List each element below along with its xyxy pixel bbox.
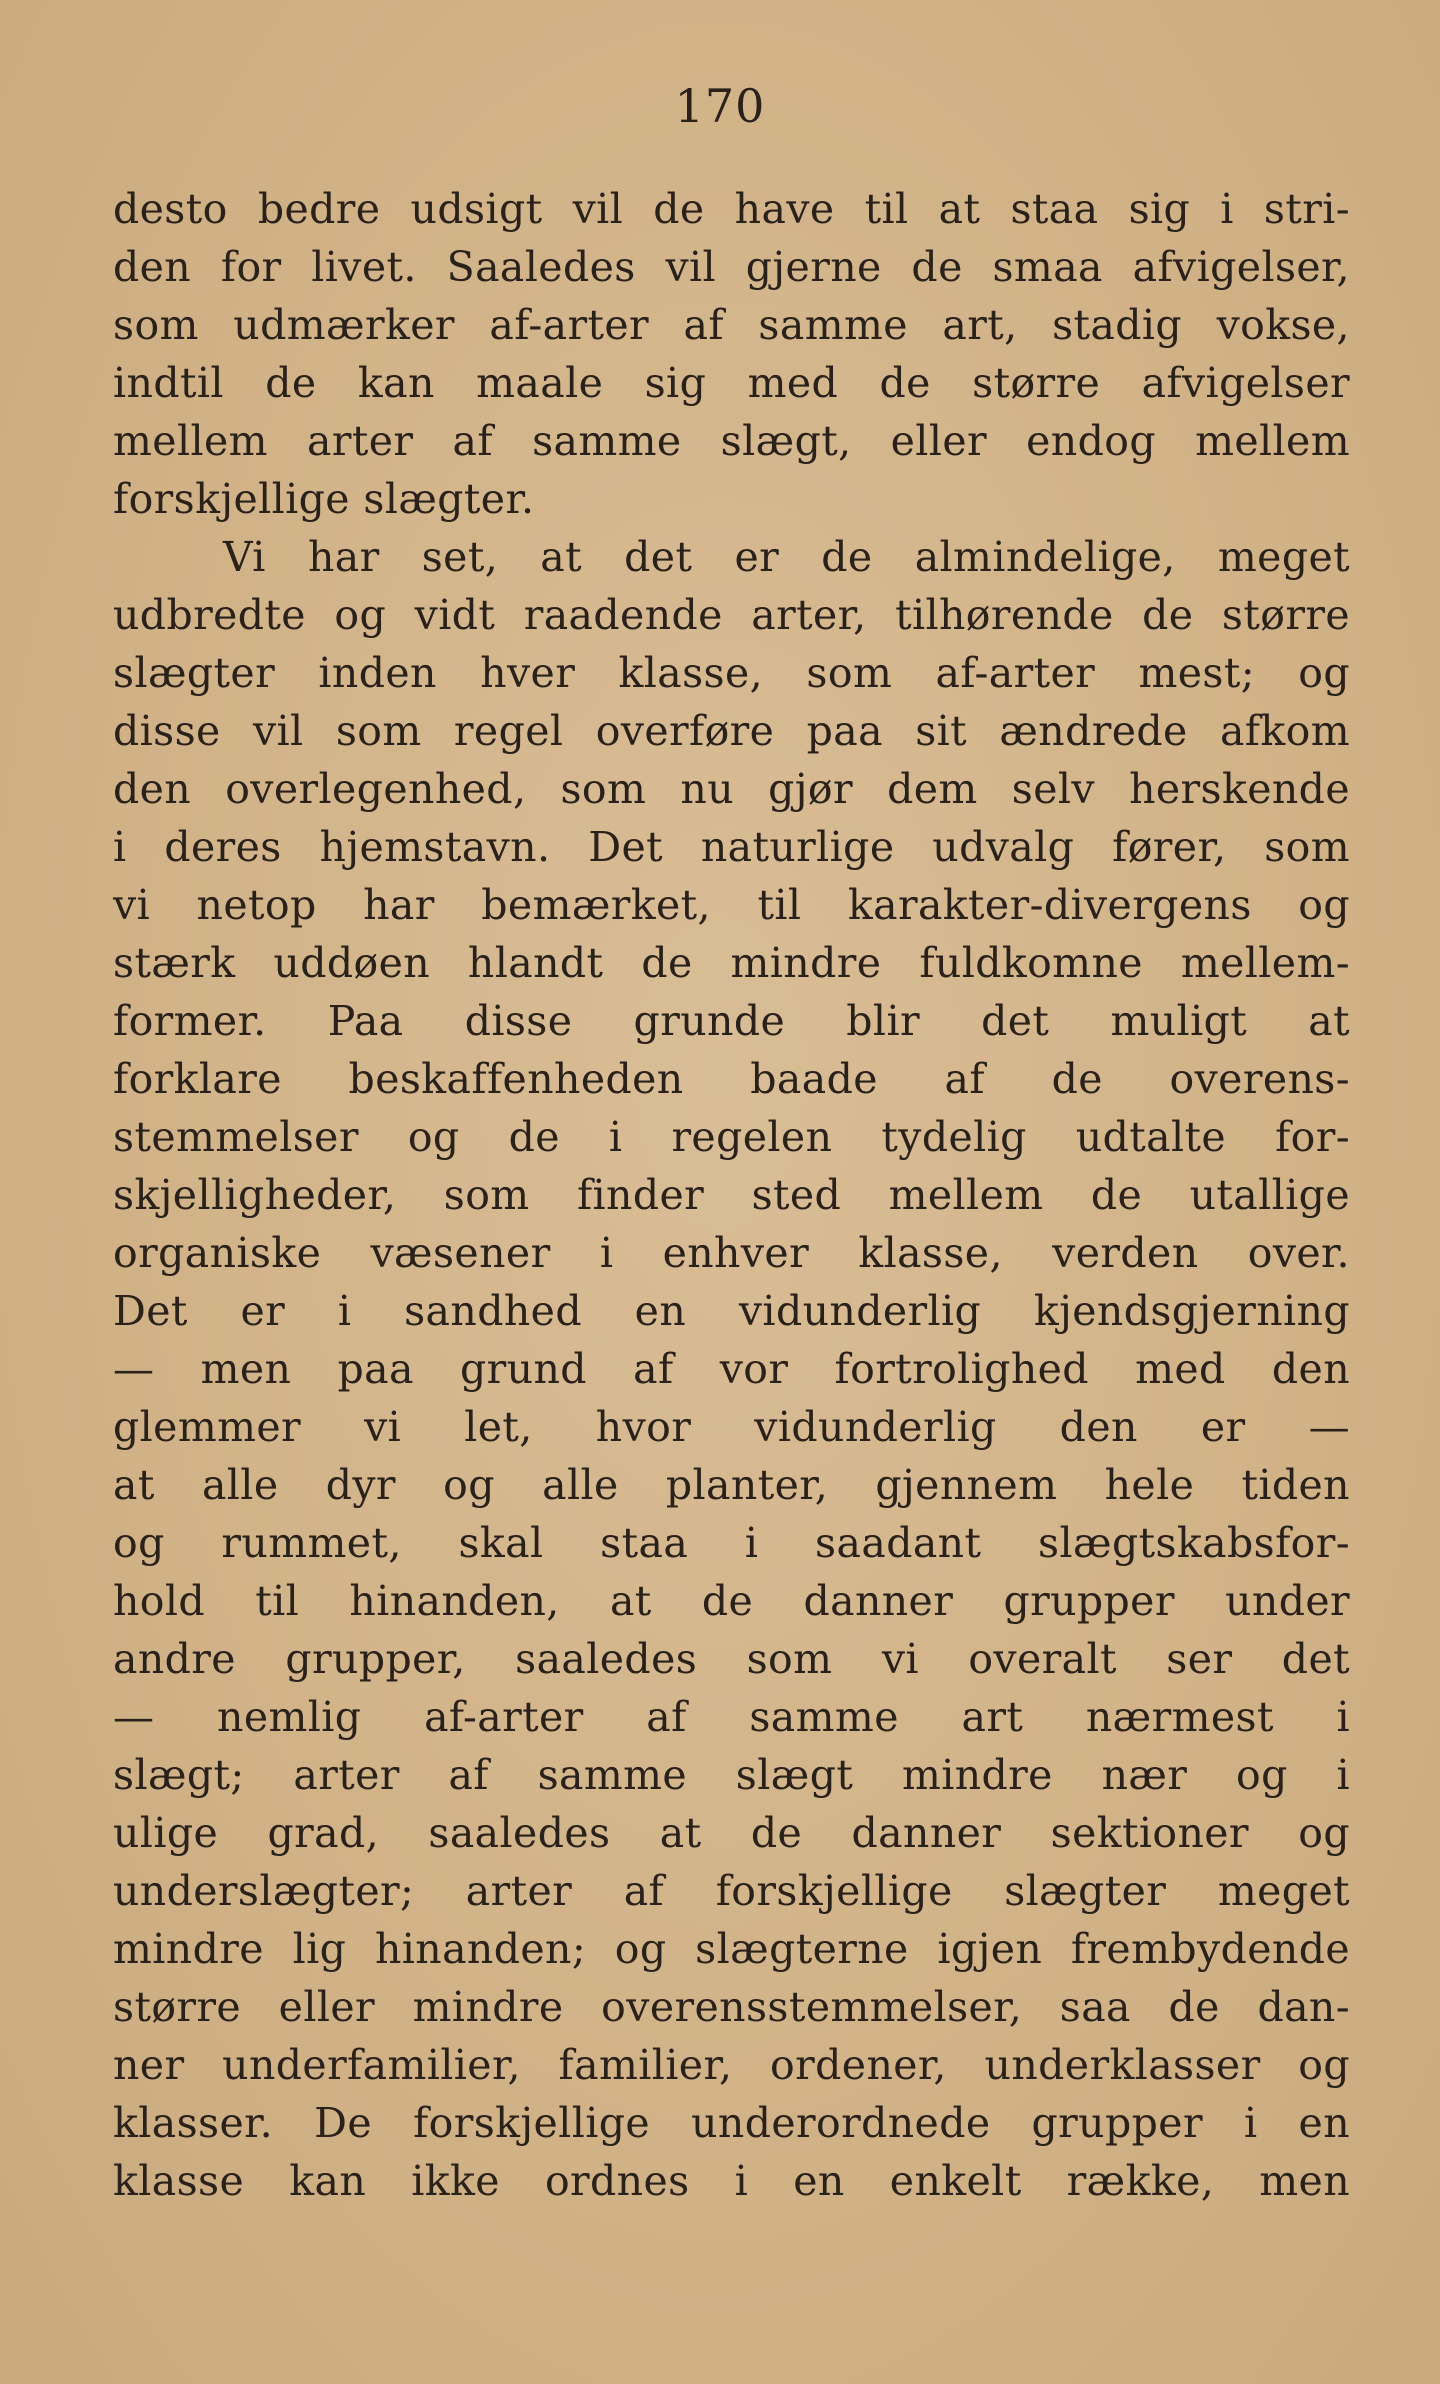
text-line: hold til hinanden, at de danner grupper under (113, 1577, 1350, 1625)
text-line: forskjellige slægter. (113, 475, 535, 523)
text-line: klasser. De forskjellige underordnede grupper i en (113, 2099, 1350, 2147)
text-line: andre grupper, saaledes som vi overalt ser det (113, 1635, 1350, 1683)
text-line: udbredte og vidt raadende arter, tilhørende de større (113, 591, 1350, 639)
text-line: stemmelser og de i regelen tydelig udtalte for- (113, 1113, 1350, 1161)
text-line: ner underfamilier, familier, ordener, underklasser og (113, 2041, 1350, 2089)
text-line: Vi har set, at det er de almindelige, meget (223, 533, 1350, 581)
text-line: som udmærker af-arter af samme art, stadig vokse, (113, 301, 1350, 349)
text-line: — nemlig af-arter af samme art nærmest i (113, 1693, 1350, 1741)
text-line: slægt; arter af samme slægt mindre nær og i (113, 1751, 1350, 1799)
text-line: mellem arter af samme slægt, eller endog mellem (113, 417, 1350, 465)
text-line: at alle dyr og alle planter, gjennem hele tiden (113, 1461, 1350, 1509)
text-line: den overlegenhed, som nu gjør dem selv herskende (113, 765, 1350, 813)
text-line: skjelligheder, som finder sted mellem de utallige (113, 1171, 1350, 1219)
text-line: større eller mindre overensstemmelser, saa de dan- (113, 1983, 1350, 2031)
text-line: og rummet, skal staa i saadant slægtskabsfor- (113, 1519, 1350, 1567)
text-line: former. Paa disse grunde blir det muligt at (113, 997, 1350, 1045)
text-line: underslægter; arter af forskjellige slægter meget (113, 1867, 1350, 1915)
page-number: 170 (674, 79, 766, 133)
text-line: vi netop har bemærket, til karakter-divergens og (113, 881, 1350, 929)
text-line: klasse kan ikke ordnes i en enkelt række, men (113, 2157, 1350, 2205)
text-line: glemmer vi let, hvor vidunderlig den er — (113, 1403, 1350, 1451)
text-line: stærk uddøen hlandt de mindre fuldkomne mellem- (113, 939, 1350, 987)
text-line: den for livet. Saaledes vil gjerne de smaa afvigelser, (113, 243, 1350, 291)
text-line: mindre lig hinanden; og slægterne igjen frembydende (113, 1925, 1350, 1973)
text-line: organiske væsener i enhver klasse, verden over. (113, 1229, 1350, 1277)
text-line: forklare beskaffenheden baade af de overens- (113, 1055, 1350, 1103)
text-line: slægter inden hver klasse, som af-arter mest; og (113, 649, 1350, 697)
text-line: desto bedre udsigt vil de have til at staa sig i stri- (113, 185, 1350, 233)
text-line: disse vil som regel overføre paa sit ændrede afkom (113, 707, 1350, 755)
text-line: ulige grad, saaledes at de danner sektioner og (113, 1809, 1350, 1857)
text-line: — men paa grund af vor fortrolighed med den (113, 1345, 1350, 1393)
text-line: indtil de kan maale sig med de større afvigelser (113, 359, 1350, 407)
body-text (113, 180, 1350, 2210)
text-line: i deres hjemstavn. Det naturlige udvalg fører, som (113, 823, 1350, 871)
text-line: Det er i sandhed en vidunderlig kjendsgjerning (113, 1287, 1350, 1335)
